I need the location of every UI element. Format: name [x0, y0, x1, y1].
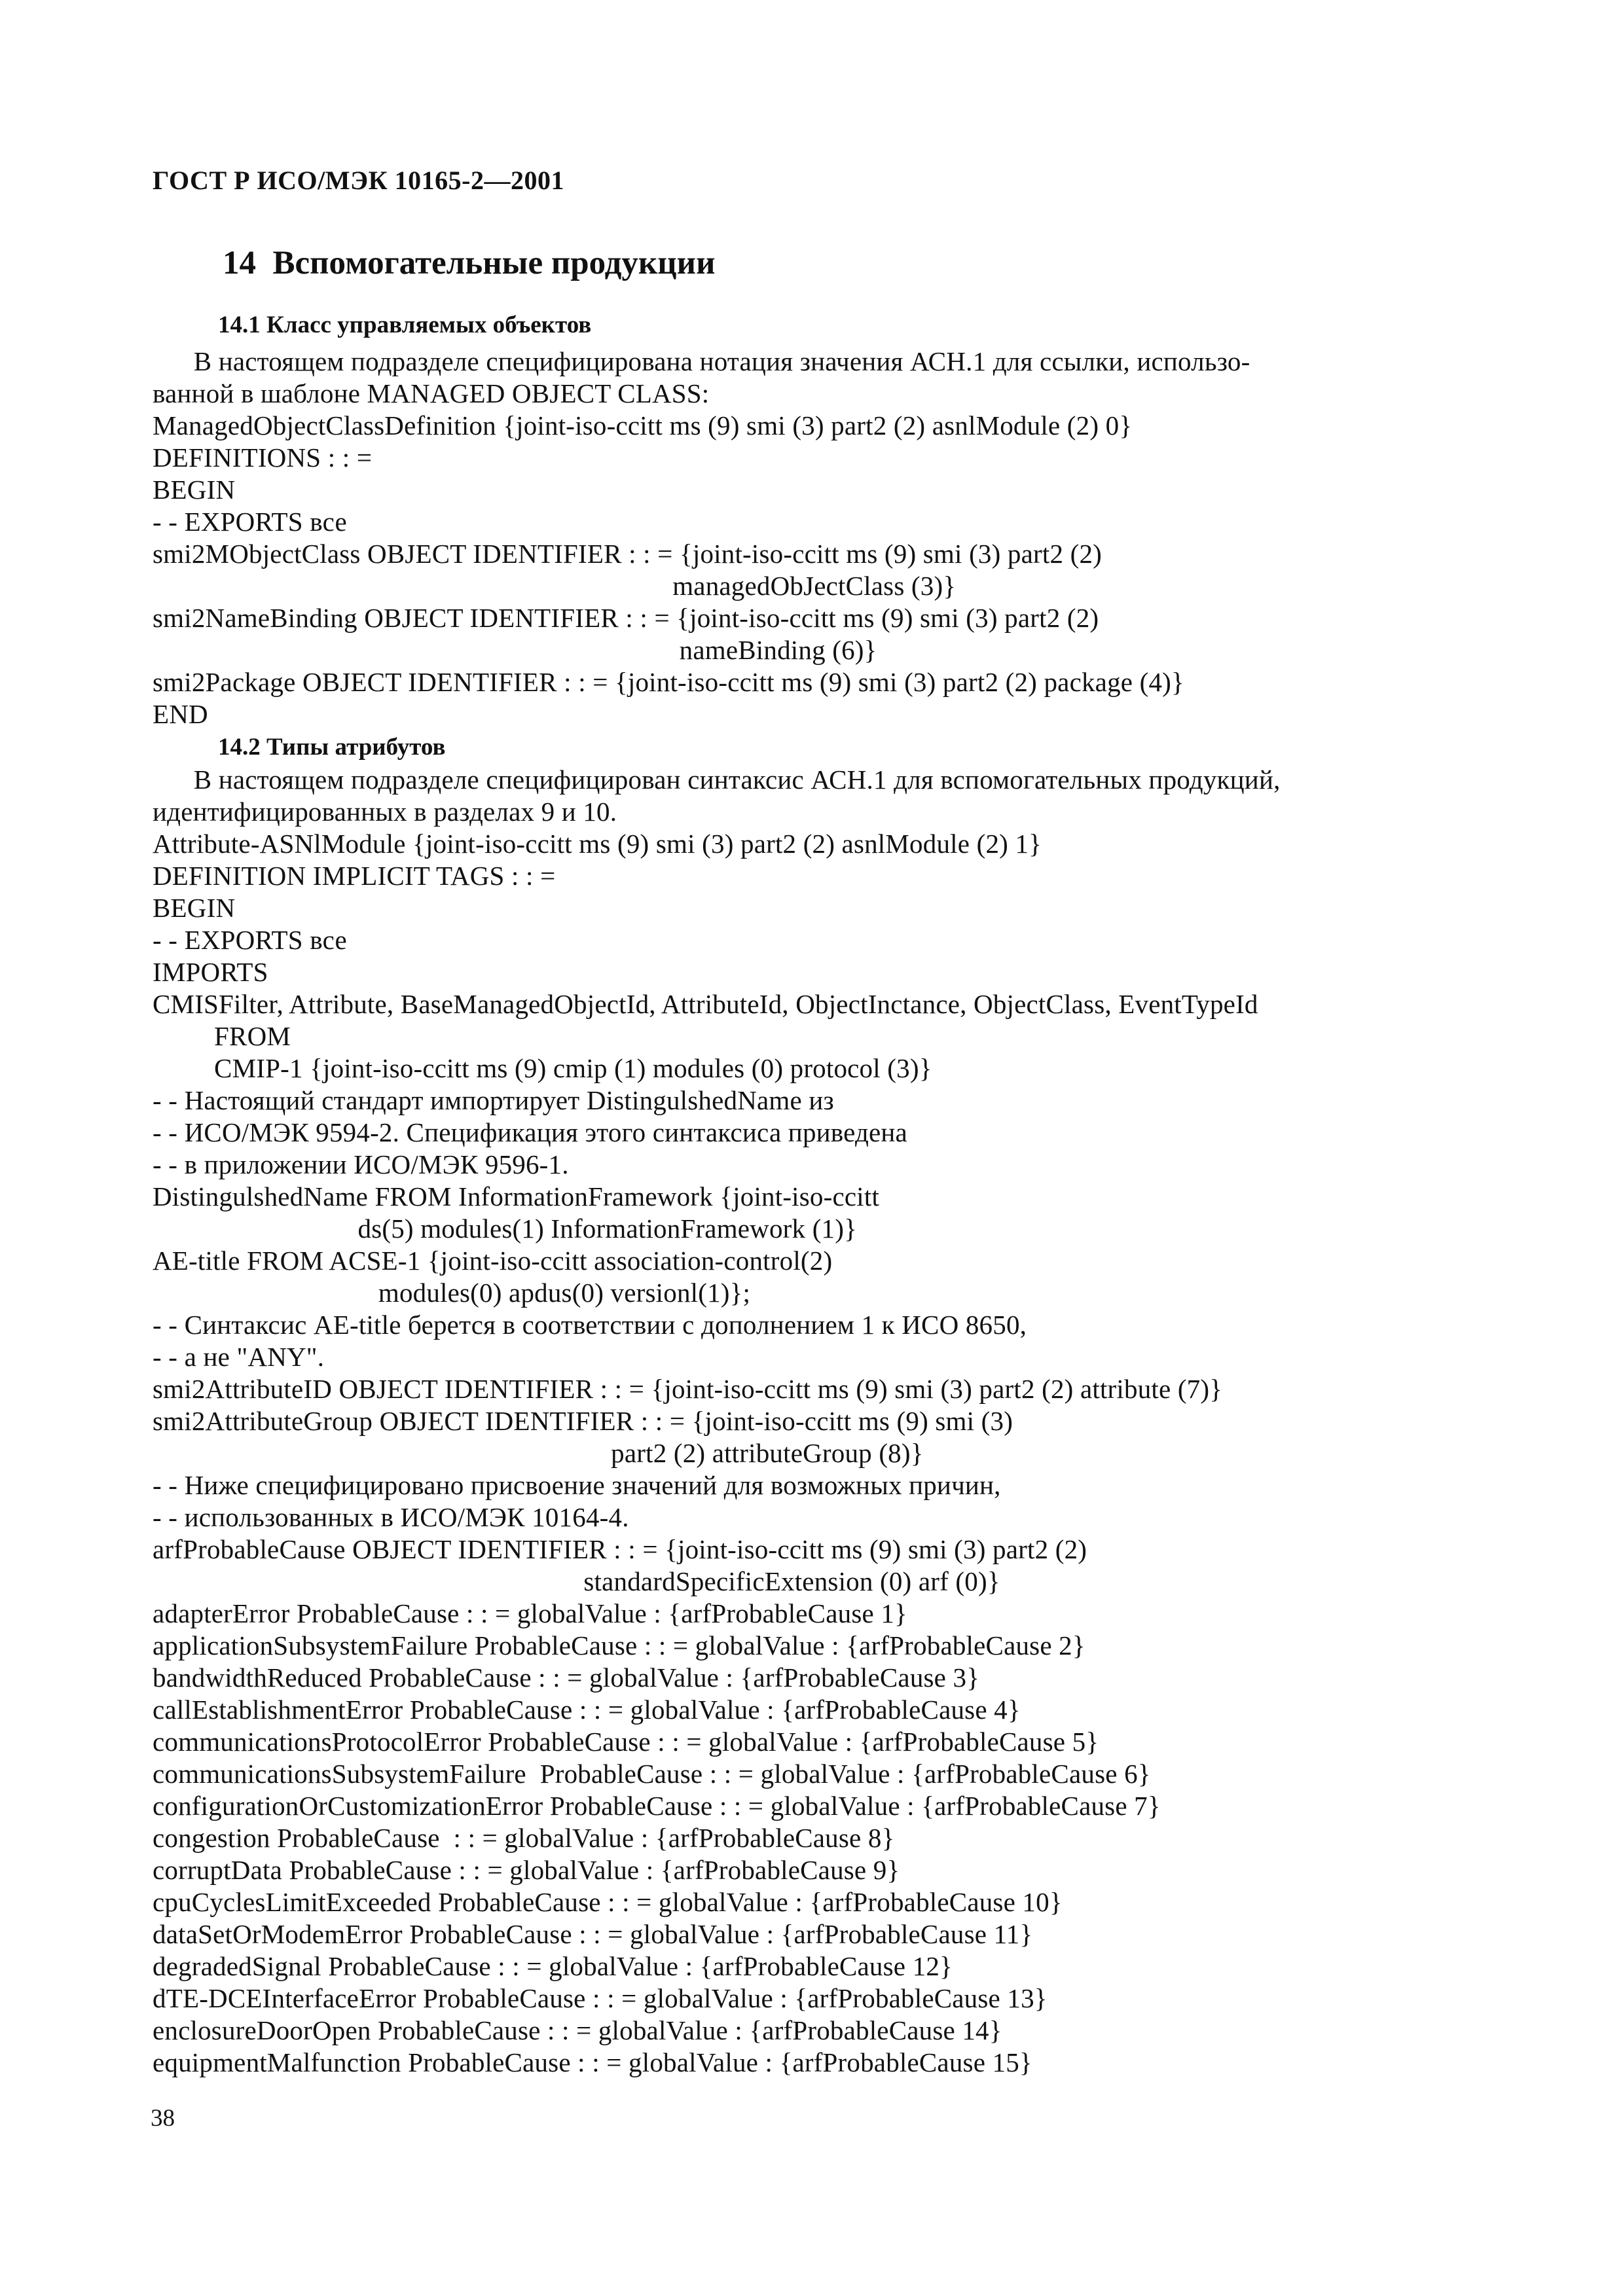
subsection-title: 14.2 Типы атрибутов	[218, 734, 446, 761]
code-line: dataSetOrModemError ProbableCause : : = globalValue : {arfProbableCause 11}	[153, 1919, 1033, 1949]
section-title: 14 Вспомогательные продукции	[223, 245, 716, 281]
code-line: IMPORTS	[153, 957, 268, 987]
comment-line: - - в приложении ИСО/МЭК 9596-1.	[153, 1149, 569, 1179]
code-line: smi2MObjectClass OBJECT IDENTIFIER : : = {joint-iso-ccitt ms (9) smi (3) part2 (2)	[153, 539, 1103, 569]
code-line: arfProbableCause OBJECT IDENTIFIER : : = {joint-iso-ccitt ms (9) smi (3) part2 (2)	[153, 1534, 1087, 1564]
comment-line: - - а не "ANY".	[153, 1342, 325, 1372]
text-line: В настоящем подразделе специфицирован синтаксис АСН.1 для вспомогательных продукций,	[153, 764, 1281, 795]
code-line: FROM	[153, 1021, 291, 1051]
code-line: communicationsSubsystemFailure ProbableCause : : = globalValue : {arfProbableCause 6}	[153, 1759, 1151, 1789]
text-line: идентифицированных в разделах 9 и 10.	[153, 797, 617, 827]
document-header: ГОСТ Р ИСО/МЭК 10165-2—2001	[153, 166, 564, 195]
code-line: cpuCyclesLimitExceeded ProbableCause : : = globalValue : {arfProbableCause 10}	[153, 1887, 1063, 1917]
code-line: equipmentMalfunction ProbableCause : : = globalValue : {arfProbableCause 15}	[153, 2047, 1032, 2077]
code-line: CMIP-1 {joint-iso-ccitt ms (9) cmip (1) modules (0) protocol (3)}	[153, 1053, 932, 1083]
code-line: BEGIN	[153, 475, 236, 505]
code-line: applicationSubsystemFailure ProbableCause : : = globalValue : {arfProbableCause 2}	[153, 1630, 1085, 1660]
code-line: DistingulshedName FROM InformationFramework {joint-iso-ccitt	[153, 1181, 880, 1211]
code-line: bandwidthReduced ProbableCause : : = globalValue : {arfProbableCause 3}	[153, 1662, 980, 1693]
code-line: CMISFilter, Attribute, BaseManagedObjectId, AttributeId, ObjectInctance, ObjectClass, EventTypeId	[153, 989, 1258, 1019]
code-line: smi2Package OBJECT IDENTIFIER : : = {joint-iso-ccitt ms (9) smi (3) part2 (2) package (4)}	[153, 667, 1184, 697]
code-line: adapterError ProbableCause : : = globalValue : {arfProbableCause 1}	[153, 1598, 907, 1628]
code-line: smi2NameBinding OBJECT IDENTIFIER : : = {joint-iso-ccitt ms (9) smi (3) part2 (2)	[153, 603, 1099, 633]
code-line: ds(5) modules(1) InformationFramework (1)}	[153, 1213, 857, 1244]
comment-line: - - Синтаксис AE-title берется в соответствии с дополнением 1 к ИСО 8650,	[153, 1310, 1027, 1340]
page-number: 38	[151, 2105, 175, 2132]
code-line: smi2AttributeID OBJECT IDENTIFIER : : = {joint-iso-ccitt ms (9) smi (3) part2 (2) attribute (7)}	[153, 1374, 1223, 1404]
text-line: В настоящем подразделе специфицирована нотация значения АСН.1 для ссылки, использо-	[153, 346, 1250, 376]
code-line: - - EXPORTS все	[153, 925, 347, 955]
code-line: communicationsProtocolError ProbableCause : : = globalValue : {arfProbableCause 5}	[153, 1727, 1099, 1757]
code-line: DEFINITIONS : : =	[153, 442, 373, 473]
code-line: END	[153, 699, 208, 729]
comment-line: - - использованных в ИСО/МЭК 10164-4.	[153, 1502, 629, 1532]
code-line: - - EXPORTS все	[153, 507, 347, 537]
comment-line: - - Настоящий стандарт импортирует DistingulshedName из	[153, 1085, 834, 1115]
code-line: standardSpecificExtension (0) arf (0)}	[153, 1566, 1000, 1596]
subsection-title: 14.1 Класс управляемых объектов	[218, 312, 592, 338]
code-line: ManagedObjectClassDefinition {joint-iso-ccitt ms (9) smi (3) part2 (2) asnlModule (2) 0}	[153, 410, 1133, 440]
comment-line: - - ИСО/МЭК 9594-2. Спецификация этого синтаксиса приведена	[153, 1117, 907, 1147]
code-line: DEFINITION IMPLICIT TAGS : : =	[153, 861, 556, 891]
code-line: configurationOrCustomizationError ProbableCause : : = globalValue : {arfProbableCause 7}	[153, 1791, 1161, 1821]
code-line: degradedSignal ProbableCause : : = globalValue : {arfProbableCause 12}	[153, 1951, 953, 1981]
text-line: ванной в шаблоне MANAGED OBJECT CLASS:	[153, 378, 710, 408]
code-line: corruptData ProbableCause : : = globalValue : {arfProbableCause 9}	[153, 1855, 900, 1885]
comment-line: - - Ниже специфицировано присвоение значений для возможных причин,	[153, 1470, 1001, 1500]
code-line: part2 (2) attributeGroup (8)}	[153, 1438, 924, 1468]
code-line: smi2AttributeGroup OBJECT IDENTIFIER : : = {joint-iso-ccitt ms (9) smi (3)	[153, 1406, 1013, 1436]
code-line: managedObJectClass (3)}	[153, 571, 957, 601]
code-line: enclosureDoorOpen ProbableCause : : = globalValue : {arfProbableCause 14}	[153, 2015, 1002, 2045]
code-line: modules(0) apdus(0) versionl(1)};	[153, 1278, 751, 1308]
code-line: AE-title FROM ACSE-1 {joint-iso-ccitt association-control(2)	[153, 1246, 833, 1276]
code-line: nameBinding (6)}	[153, 635, 877, 665]
code-line: Attribute-ASNlModule {joint-iso-ccitt ms (9) smi (3) part2 (2) asnlModule (2) 1}	[153, 829, 1042, 859]
code-line: BEGIN	[153, 893, 236, 923]
code-line: congestion ProbableCause : : = globalValue : {arfProbableCause 8}	[153, 1823, 895, 1853]
code-line: callEstablishmentError ProbableCause : : = globalValue : {arfProbableCause 4}	[153, 1695, 1021, 1725]
code-line: dTE-DCEInterfaceError ProbableCause : : = globalValue : {arfProbableCause 13}	[153, 1983, 1048, 2013]
